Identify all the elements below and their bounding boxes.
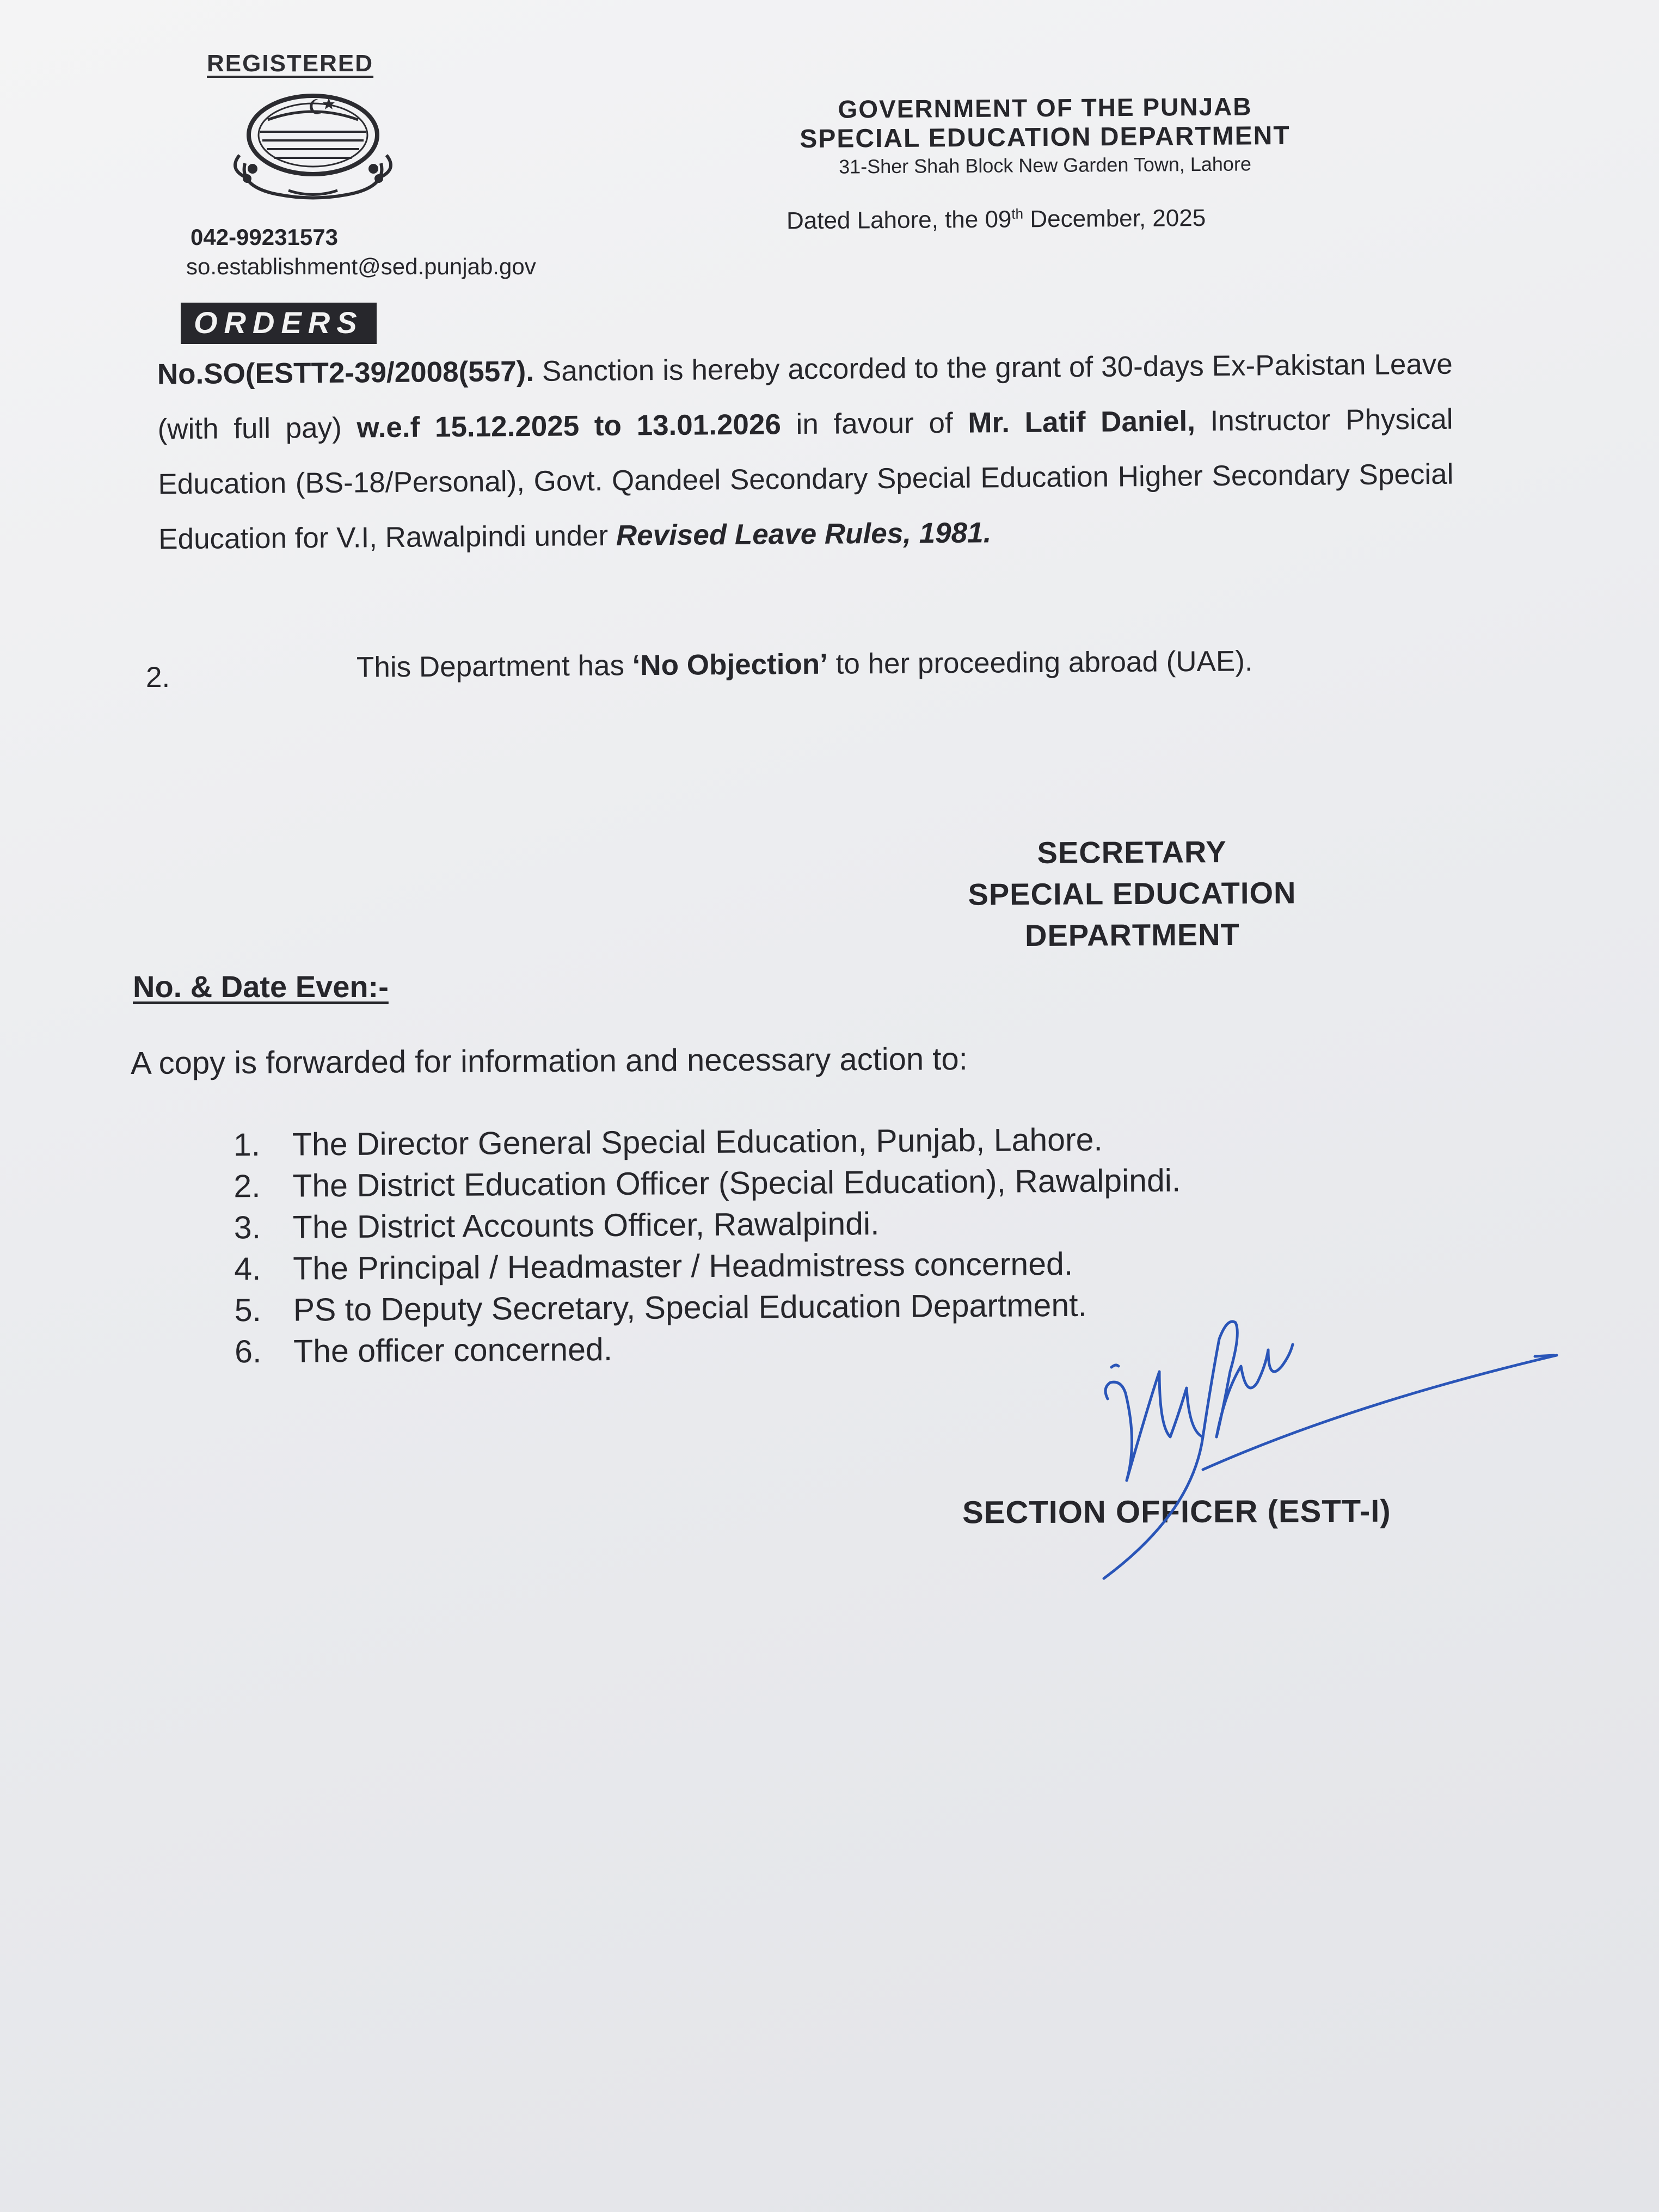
list-item: 4. The Principal / Headmaster / Headmistress concerned. [234, 1245, 1073, 1287]
leave-rules: Revised Leave Rules, 1981. [616, 517, 992, 552]
list-item: 3. The District Accounts Officer, Rawalpindi. [234, 1206, 880, 1246]
recipients-list [234, 1119, 1182, 1373]
department-title: SPECIAL EDUCATION DEPARTMENT [800, 121, 1291, 154]
registered-label: REGISTERED [207, 50, 374, 77]
reference-number: No.SO(ESTT2-39/2008(557). [157, 355, 534, 391]
list-item: 1. The Director General Special Education, Punjab, Lahore. [233, 1121, 1103, 1163]
section-officer-title: SECTION OFFICER (ESTT-I) [962, 1493, 1391, 1531]
phone-number: 042-99231573 [191, 224, 338, 250]
government-title: GOVERNMENT OF THE PUNJAB [838, 92, 1252, 124]
no-date-even-heading: No. & Date Even:- [133, 969, 389, 1004]
orders-heading: ORDERS [181, 303, 377, 344]
date-line: Dated Lahore, the 09th December, 2025 [786, 204, 1206, 235]
list-item: 5. PS to Deputy Secretary, Special Education Department. [234, 1287, 1087, 1329]
leave-dates: w.e.f 15.12.2025 to 13.01.2026 [357, 408, 782, 444]
list-item: 2. The District Education Officer (Special Education), Rawalpindi. [234, 1162, 1181, 1205]
paragraph-2-number: 2. [146, 661, 170, 693]
government-emblem-logo [207, 82, 419, 207]
employee-name: Mr. Latif Daniel, [968, 405, 1196, 439]
list-item: 6. The officer concerned. [234, 1331, 613, 1370]
secretary-signatory: SECRETARY SPECIAL EDUCATION DEPARTMENT [968, 834, 1297, 953]
department-address: 31-Sher Shah Block New Garden Town, Lahore [838, 152, 1252, 178]
email-address: so.establishment@sed.punjab.gov [186, 254, 536, 279]
copy-forwarded-line: A copy is forwarded for information and necessary action to: [130, 1041, 968, 1082]
no-objection-text: ‘No Objection’ [632, 648, 828, 682]
order-paragraph: No.SO(ESTT2-39/2008(557). Sanction is hereby accorded to the grant of 30-days Ex-Pakistan Leave (with full pay) w.e.f 15.12.2025 to 13.01.2026 in favour of Mr. Latif Daniel, Instructor Physical Education (BS-18/Personal), Govt. Qandeel Secondary Special Education Higher Secondary Special Education for V.I, Rawalpindi under Revised Leave Rules, 1981. [157, 348, 1454, 556]
handwritten-signature [1078, 1306, 1568, 1589]
no-objection-paragraph: This Department has ‘No Objection’ to her proceeding abroad (UAE). [356, 645, 1253, 684]
